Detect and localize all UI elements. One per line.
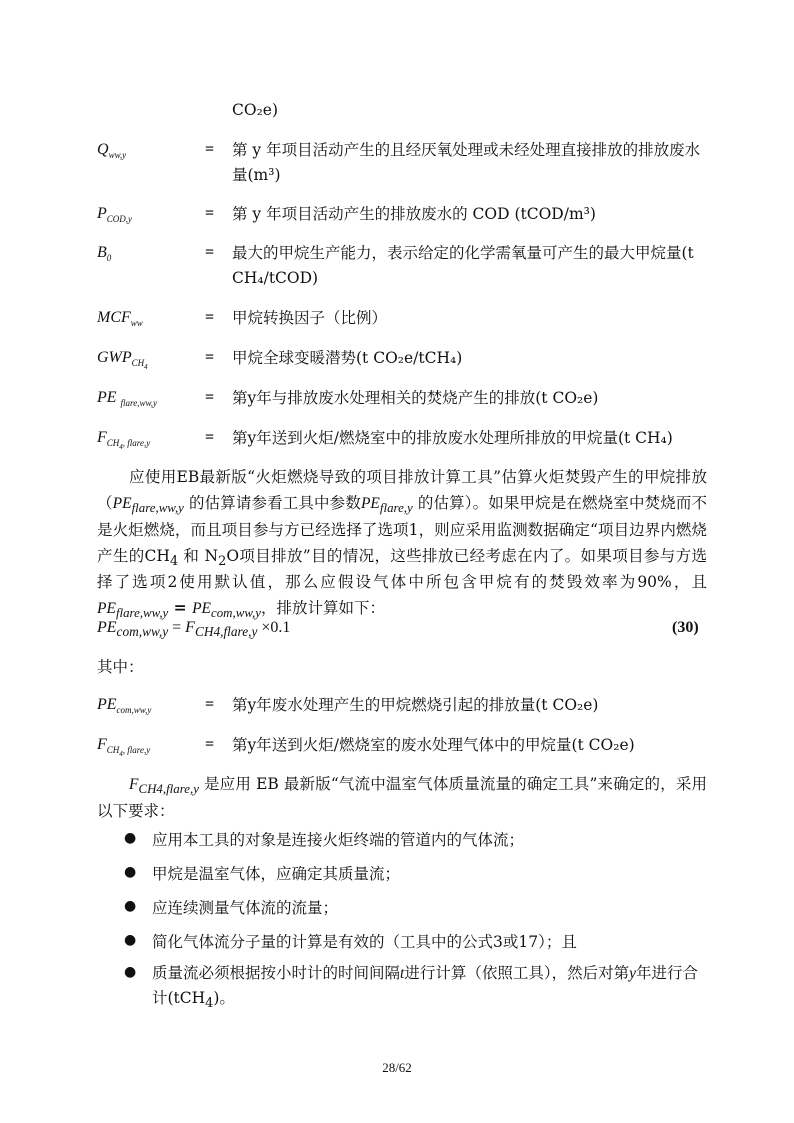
where-label: 其中： [97,658,144,676]
equals-sign: = [205,309,215,326]
list-item: 简化气体流分子量的计算是有效的（工具中的公式3或17）；且 [152,933,577,951]
definition-p-cod-y: 第 y 年项目活动产生的排放废水的 COD (tCOD/m³) [232,205,596,223]
equation-number: (30) [672,619,699,636]
list-item: 应连续测量气体流的流量； [152,899,339,917]
list-item: 质量流必须根据按小时计的时间间隔t进行计算（依照工具），然后对第y年进行合计(tCH$_4$)。 [152,964,698,1012]
definition-b0: 最大的甲烷生产能力，表示给定的化学需氧量可产生的最大甲烷量(t CH₄/tCOD) [232,244,694,287]
definition-pe-com-ww-y: 第y年废水处理产生的甲烷燃烧引起的排放量(t CO₂e) [232,696,599,714]
symbol-gwp-ch4: $GWP_{CH_4}$ [97,349,148,371]
definition-f-ch4-flare-y: 第y年送到火炬/燃烧室中的排放废水处理所排放的甲烷量(t CH₄) [232,429,673,447]
symbol-pe-com-ww-y: $PE_{com,ww,y}$ [97,696,152,716]
definition-q-ww-y: 第 y 年项目活动产生的且经厌氧处理或未经处理直接排放的排放废水量(m³) [232,141,701,184]
equals-sign: = [205,696,215,713]
bullet-dot: ● [124,932,137,948]
page-number: 28/62 [382,1060,412,1075]
symbol-b0: $B_0$ [97,244,112,264]
equals-sign: = [205,429,215,446]
bullet-dot: ● [124,864,137,880]
equation-30: $PE_{com,ww,y} = F_{CH4,flare,y} \times 0.1$ [97,619,291,640]
bullet-dot: ● [124,830,137,846]
definition-pe-flare-ww-y: 第y年与排放废水处理相关的焚烧产生的排放(t CO₂e) [232,389,599,407]
definition-gwp-ch4: 甲烷全球变暖潜势(t CO₂e/tCH₄) [232,349,463,367]
paragraph-flare-tool: 应使用EB最新版“火炬燃烧导致的项目排放计算工具”估算火炬焚毁产生的甲烷排放（$PE_{flare,ww,y}$ 的估算请参看工具中参数$PE_{flare,y}$ 的估算）。如果甲烷是在燃烧室中焚烧而不是火炬燃烧，而且项目参与方已经选择了选项1，则应采用监测数据确定“项目边界内燃烧产生的$CH_4$ 和 $N_2O$项目排放”目的情况，这些排放已经考虑在内了。如果项目参与方选择了选项2使用默认值，那么应假设气体中所包含甲烷有的焚毁效率为90%，且$PE_{flare,ww,y} = PE_{com,ww,y}$，排放计算如下： [97,468,707,621]
symbol-pe-flare-ww-y: PE $_{flare,ww,y}$ [97,389,158,409]
symbol-f-ch4-flare-y: $F_{CH_4, flare,y}$ [97,429,151,451]
list-item: 甲烷是温室气体，应确定其质量流； [152,865,401,883]
definition-f-ch4-flare-y-2: 第y年送到火炬/燃烧室的废水处理气体中的甲烷量(t CO₂e) [232,736,635,754]
equals-sign: = [205,141,215,158]
symbol-f-ch4-flare-y-2: $F_{CH_4, flare,y}$ [97,736,151,758]
continued-unit: CO₂e) [232,101,279,119]
paragraph-mass-flow-tool: $F_{CH4,flare,y}$ 是应用 EB 最新版“气流中温室气体质量流量的确定工具”来确定的，采用以下要求： [97,775,707,820]
bullet-dot: ● [124,964,137,980]
symbol-mcf-ww: $MCF_{ww}$ [97,309,143,329]
symbol-p-cod-y: $P_{COD,y}$ [97,205,133,225]
symbol-q-ww-y: $Q_{ww,y}$ [97,141,127,161]
equals-sign: = [205,736,215,753]
equals-sign: = [205,244,215,261]
equals-sign: = [205,349,215,366]
definition-mcf-ww: 甲烷转换因子（比例） [232,309,388,327]
equals-sign: = [205,389,215,406]
equals-sign: = [205,205,215,222]
bullet-dot: ● [124,898,137,914]
list-item: 应用本工具的对象是连接火炬终端的管道内的气体流； [152,831,525,849]
